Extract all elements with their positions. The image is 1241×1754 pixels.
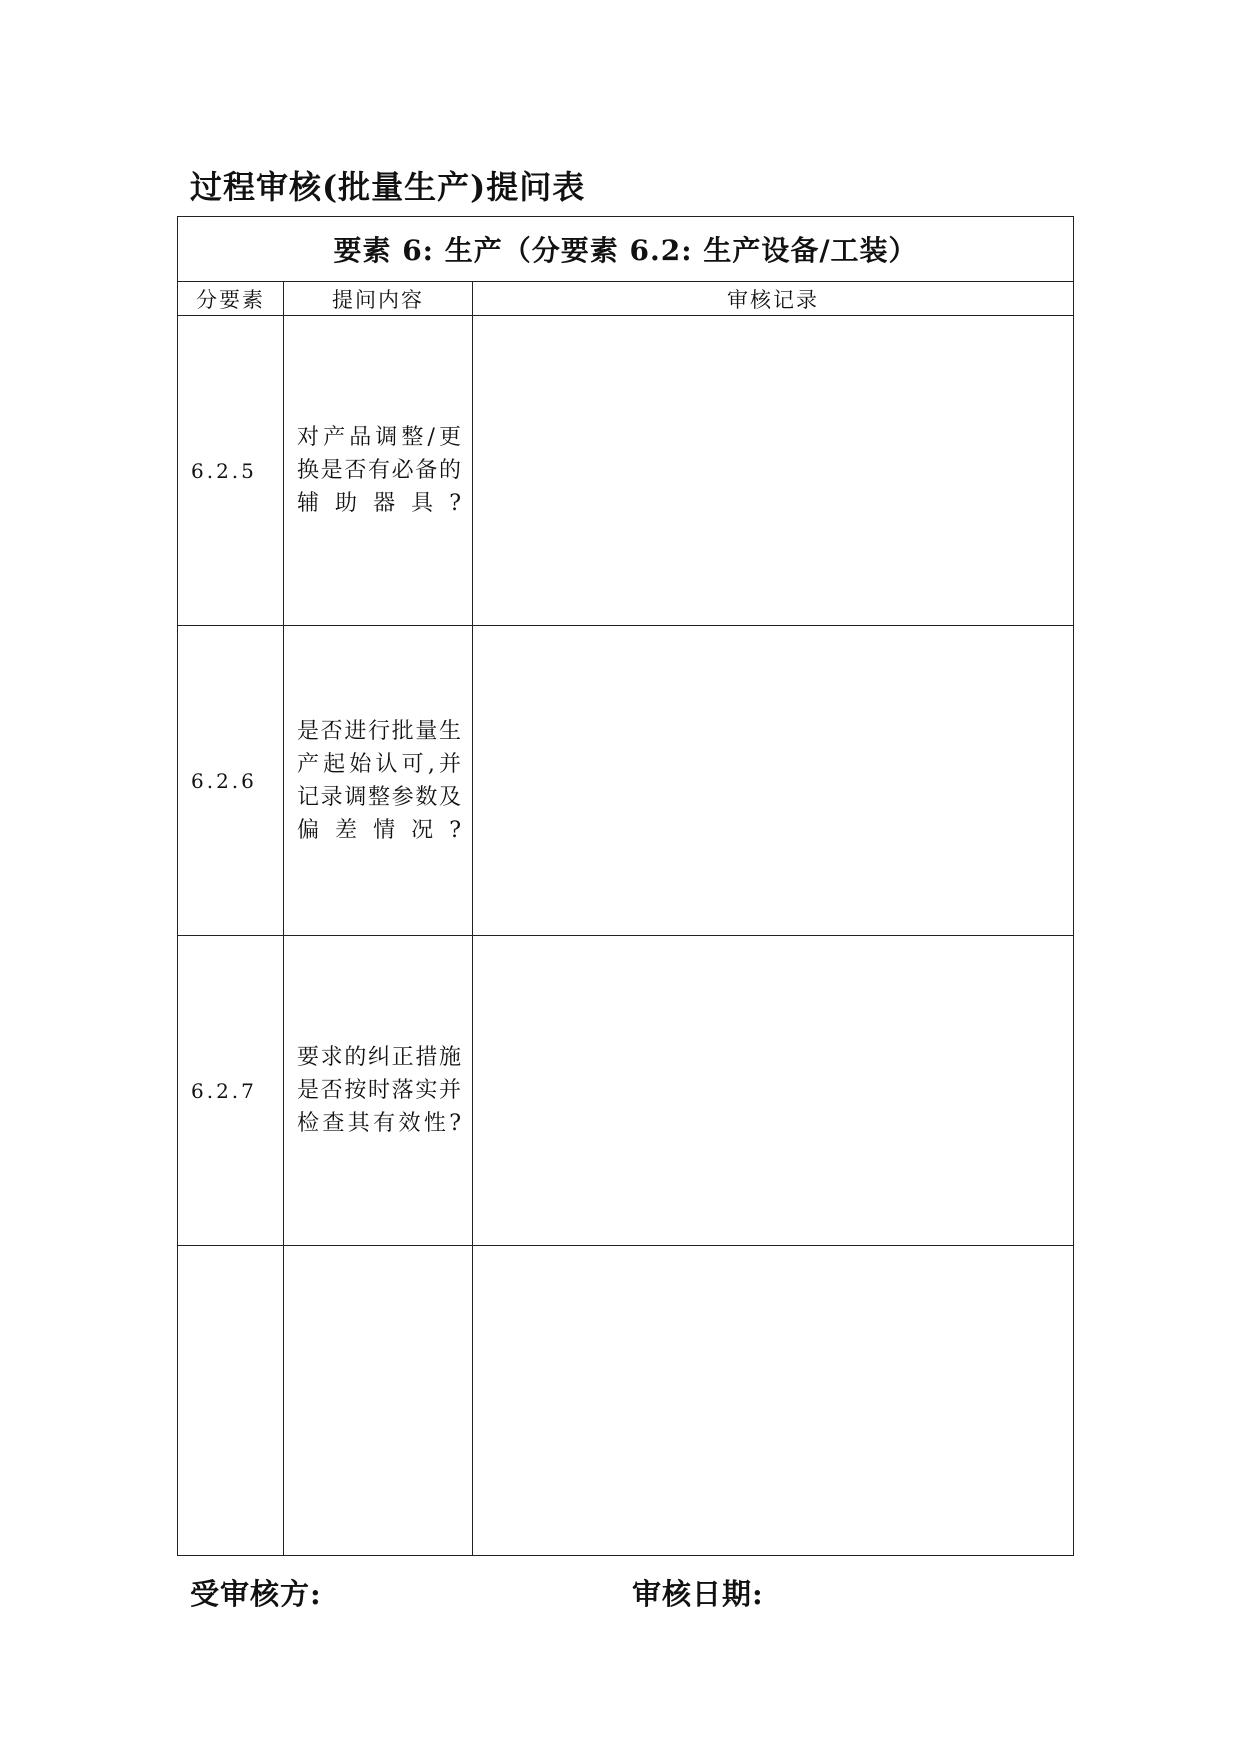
audit-question-table (177, 216, 1074, 1556)
question-text: 是否进行批量生产起始认可,并记录调整参数及偏差情况? (284, 626, 473, 936)
record-cell[interactable] (473, 936, 1074, 1246)
question-text: 对产品调整/更换是否有必备的辅助器具? (284, 316, 473, 626)
audit-date-label: 审核日期: (632, 1577, 764, 1611)
record-cell[interactable] (473, 316, 1074, 626)
auditee-label: 受审核方: (190, 1577, 322, 1611)
table-row (178, 936, 1074, 1246)
table-row (178, 1246, 1074, 1556)
subelement-id: 6.2.5 (178, 316, 284, 626)
question-text: 要求的纠正措施是否按时落实并检查其有效性? (284, 936, 473, 1246)
record-cell[interactable] (473, 626, 1074, 936)
subelement-id: 6.2.7 (178, 936, 284, 1246)
question-text (284, 1246, 473, 1556)
table-heading: 要素 6: 生产（分要素 6.2: 生产设备/工装） (178, 217, 1074, 282)
document-title: 过程审核(批量生产)提问表 (190, 168, 586, 206)
column-header-record: 审核记录 (473, 282, 1074, 316)
subelement-id (178, 1246, 284, 1556)
table-row (178, 316, 1074, 626)
record-cell[interactable] (473, 1246, 1074, 1556)
table-row (178, 626, 1074, 936)
column-header-subelement: 分要素 (178, 282, 284, 316)
subelement-id: 6.2.6 (178, 626, 284, 936)
column-header-question: 提问内容 (284, 282, 473, 316)
